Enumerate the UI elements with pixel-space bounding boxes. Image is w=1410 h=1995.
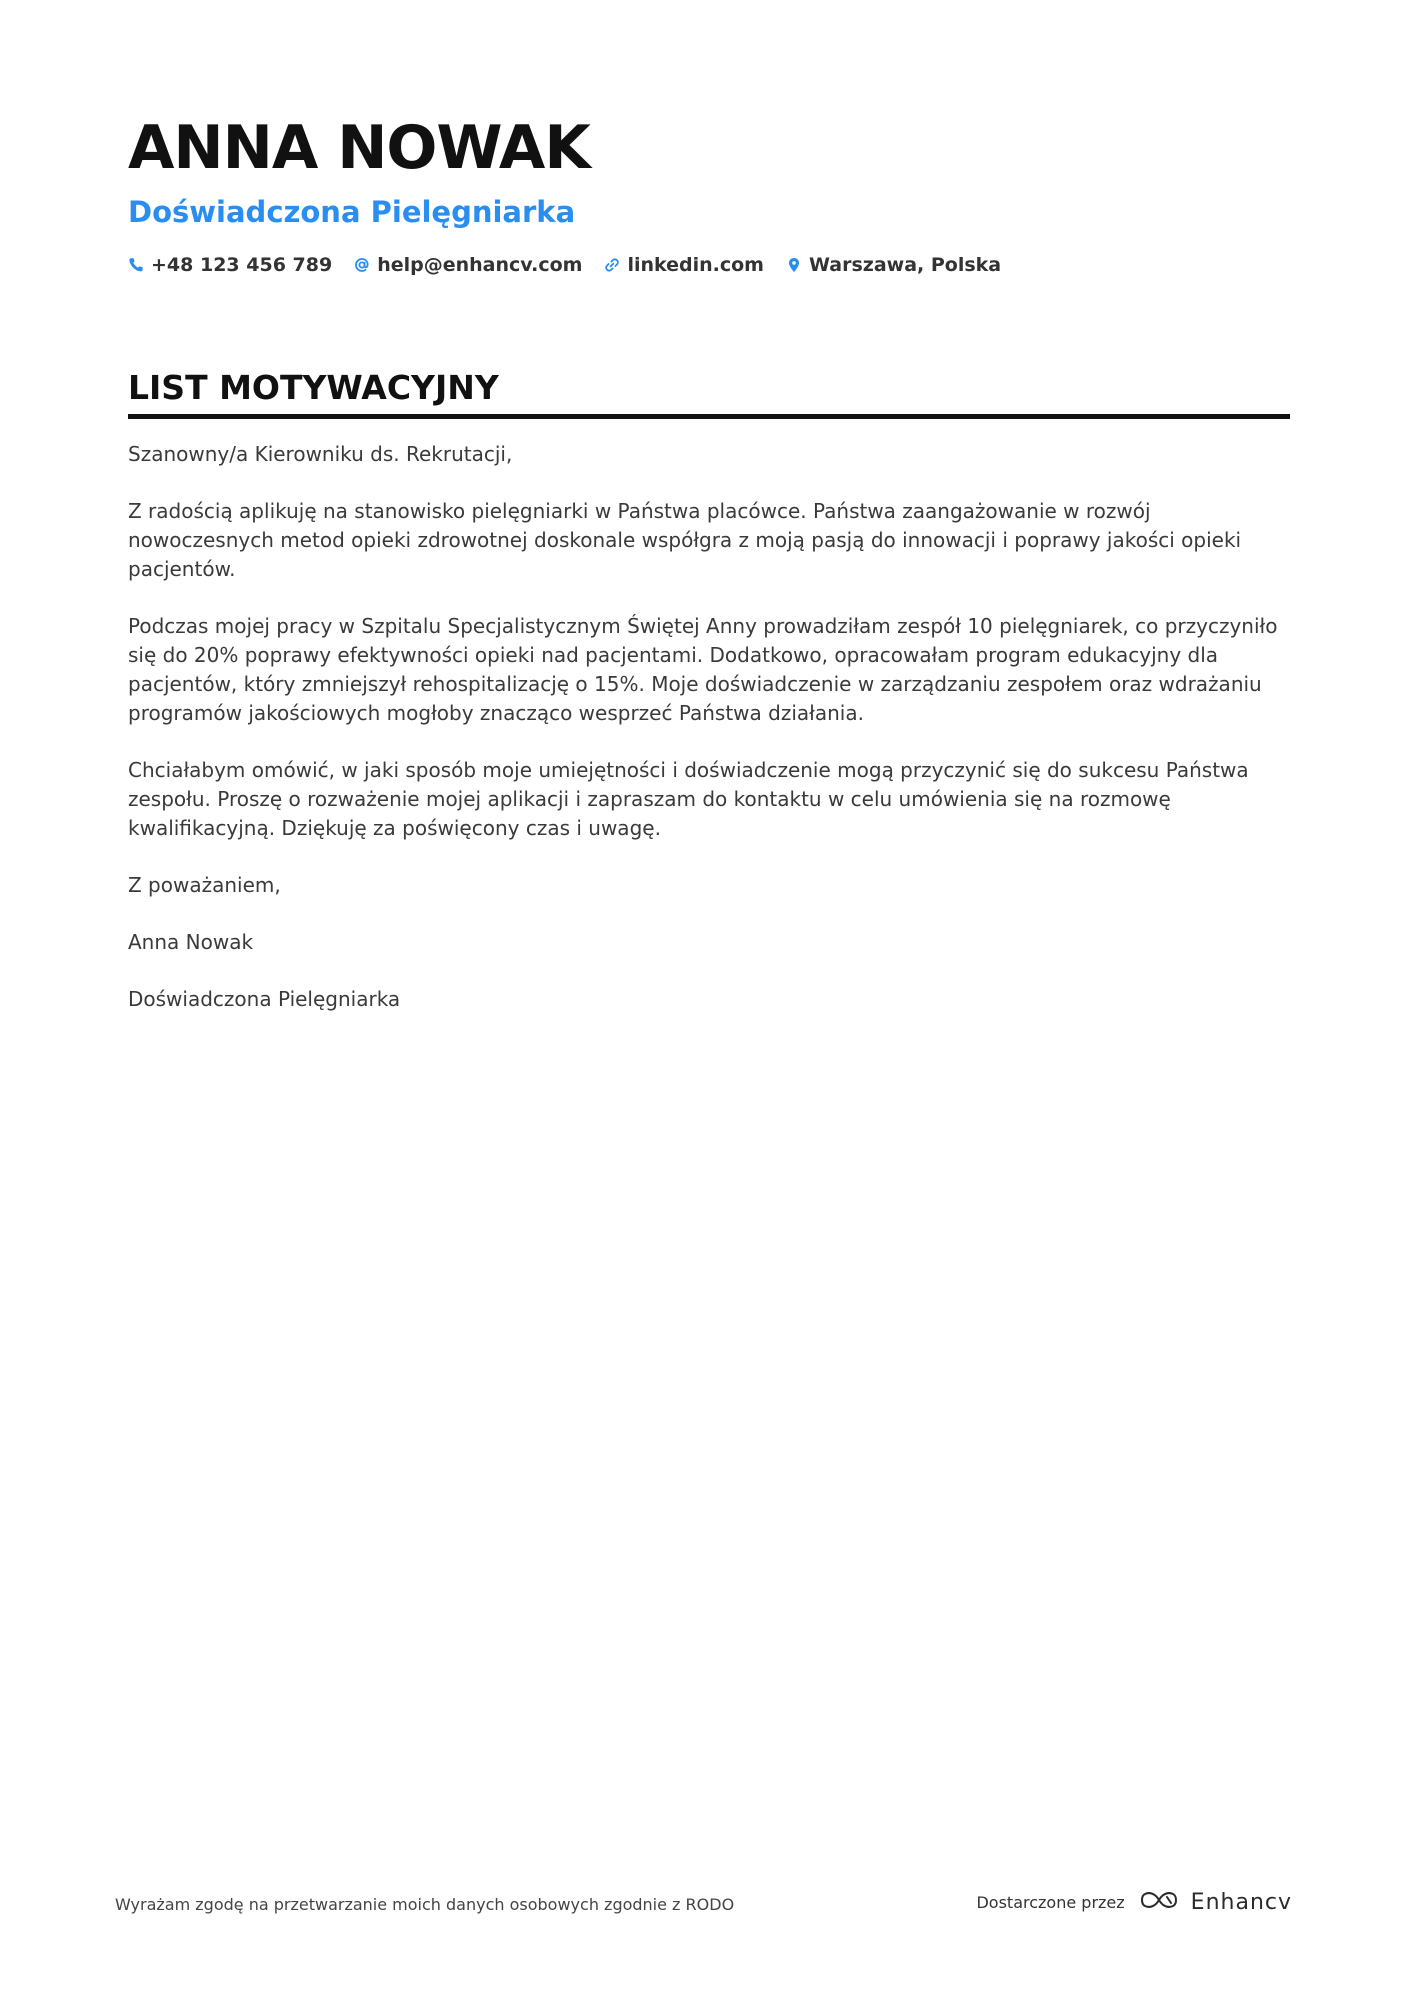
infinity-logo-icon bbox=[1137, 1888, 1181, 1916]
contact-email[interactable] bbox=[354, 254, 582, 276]
location-pin-icon bbox=[786, 257, 802, 273]
gdpr-consent: Wyrażam zgodę na przetwarzanie moich danych osobowych zgodnie z RODO bbox=[115, 1895, 735, 1914]
location-text: Warszawa, Polska bbox=[808, 254, 1002, 276]
candidate-role: Doświadczona Pielęgniarka bbox=[128, 195, 576, 229]
letter-paragraph: Chciałabym omówić, w jaki sposób moje umiejętności i doświadczenie mogą przyczynić się do sukcesu Państwa zespołu. Proszę o rozważenie mojej aplikacji i zapraszam do kontaktu w celu umówienia się na rozmowę kwalifikacyjną. Dziękuję za poświęcony czas i uwagę. bbox=[128, 758, 1249, 840]
signature-name: Anna Nowak bbox=[128, 930, 254, 954]
contact-linkedin[interactable] bbox=[604, 254, 764, 276]
letter-body bbox=[128, 440, 1290, 1042]
header bbox=[128, 108, 1288, 276]
powered-by bbox=[976, 1888, 1292, 1916]
letter-paragraph: Podczas mojej pracy w Szpitalu Specjalistycznym Świętej Anny prowadziłam zespół 10 pielęgniarek, co przyczyniło się do 20% poprawy efektywności opieki nad pacjentami. Dodatkowo, opracowałam program edukacyjny dla pacjentów, który zmniejszył rehospitalizację o 15%. Moje doświadczenie w zarządzaniu zespołem oraz wdrażaniu programów jakościowych mogłoby znacząco wesprzeć Państwa działania. bbox=[128, 614, 1278, 725]
section-title: LIST MOTYWACYJNY bbox=[128, 366, 1290, 419]
link-icon bbox=[604, 257, 620, 273]
contact-phone bbox=[128, 254, 332, 276]
letter-paragraph: Z radością aplikuję na stanowisko pielęgniarki w Państwa placówce. Państwa zaangażowanie w rozwój nowoczesnych metod opieki zdrowotnej doskonale współgra z moją pasją do innowacji i poprawy jakości opieki pacjentów. bbox=[128, 499, 1242, 581]
contact-location bbox=[786, 254, 1001, 276]
powered-by-label: Dostarczone przez bbox=[976, 1892, 1125, 1912]
letter-closing: Z poważaniem, bbox=[128, 873, 281, 897]
brand-name: Enhancv bbox=[1190, 1889, 1292, 1915]
linkedin-text: linkedin.com bbox=[627, 254, 764, 276]
signature-title: Doświadczona Pielęgniarka bbox=[128, 987, 401, 1011]
phone-text: +48 123 456 789 bbox=[151, 254, 333, 276]
email-text: help@enhancv.com bbox=[377, 254, 583, 276]
letter-greeting: Szanowny/a Kierowniku ds. Rekrutacji, bbox=[128, 442, 513, 466]
enhancv-logo[interactable] bbox=[1137, 1888, 1292, 1916]
contact-bar bbox=[128, 254, 1288, 276]
at-icon bbox=[354, 257, 370, 273]
phone-icon bbox=[128, 257, 144, 273]
candidate-name: ANNA NOWAK bbox=[128, 113, 590, 183]
